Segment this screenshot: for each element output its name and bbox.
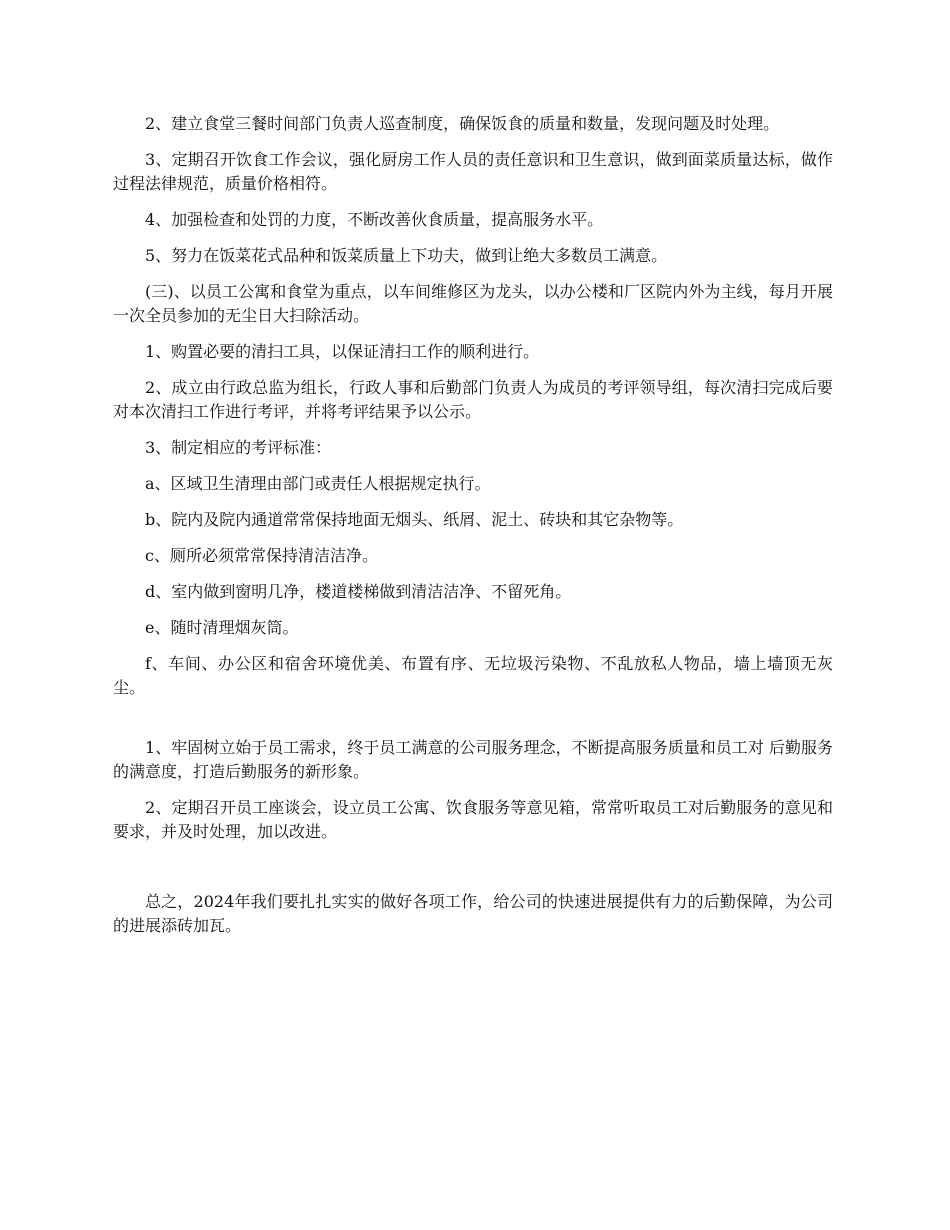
list-item: a、区域卫生清理由部门或责任人根据规定执行。 bbox=[145, 474, 491, 493]
paragraph: 5、努力在饭菜花式品种和饭菜质量上下功夫，做到让绝大多数员工满意。 bbox=[145, 246, 668, 265]
spacer bbox=[113, 712, 833, 736]
closing-paragraph: 总之，2024年我们要扎扎实实的做好各项工作，给公司的快速进展提供有力的后勤保障，为公司的进展添砖加瓦。 bbox=[113, 892, 833, 935]
spacer bbox=[113, 856, 833, 890]
paragraph: 3、制定相应的考评标准： bbox=[145, 438, 332, 457]
list-item: f、车间、办公区和宿舍环境优美、布置有序、无垃圾污染物、不乱放私人物品，墙上墙顶无灰尘。 bbox=[113, 654, 833, 697]
section-heading: (三)、以员工公寓和食堂为重点，以车间维修区为龙头，以办公楼和厂区院内外为主线，每月开展一次全员参加的无尘日大扫除活动。 bbox=[113, 282, 833, 325]
paragraph: 4、加强检查和处罚的力度，不断改善伙食质量，提高服务水平。 bbox=[145, 210, 604, 229]
list-item: d、室内做到窗明几净，楼道楼梯做到清洁洁净、不留死角。 bbox=[145, 582, 572, 601]
paragraph: 2、成立由行政总监为组长，行政人事和后勤部门负责人为成员的考评领导组，每次清扫完成后要对本次清扫工作进行考评，并将考评结果予以公示。 bbox=[113, 378, 833, 421]
paragraph: 2、建立食堂三餐时间部门负责人巡查制度，确保饭食的质量和数量，发现问题及时处理。 bbox=[145, 114, 780, 133]
paragraph: 1、牢固树立始于员工需求，终于员工满意的公司服务理念，不断提高服务质量和员工对 后勤服务的满意度，打造后勤服务的新形象。 bbox=[113, 738, 833, 781]
paragraph: 1、购置必要的清扫工具，以保证清扫工作的顺利进行。 bbox=[145, 342, 540, 361]
paragraph: 2、定期召开员工座谈会，设立员工公寓、饮食服务等意见箱，常常听取员工对后勤服务的意见和要求，并及时处理，加以改进。 bbox=[113, 798, 833, 841]
document-body bbox=[113, 112, 833, 950]
list-item: e、随时清理烟灰筒。 bbox=[145, 618, 299, 637]
list-item: b、院内及院内通道常常保持地面无烟头、纸屑、泥土、砖块和其它杂物等。 bbox=[145, 510, 684, 529]
list-item: c、厕所必须常常保持清洁洁净。 bbox=[145, 546, 378, 565]
paragraph: 3、定期召开饮食工作会议，强化厨房工作人员的责任意识和卫生意识，做到面菜质量达标，做作过程法律规范，质量价格相符。 bbox=[113, 150, 833, 193]
